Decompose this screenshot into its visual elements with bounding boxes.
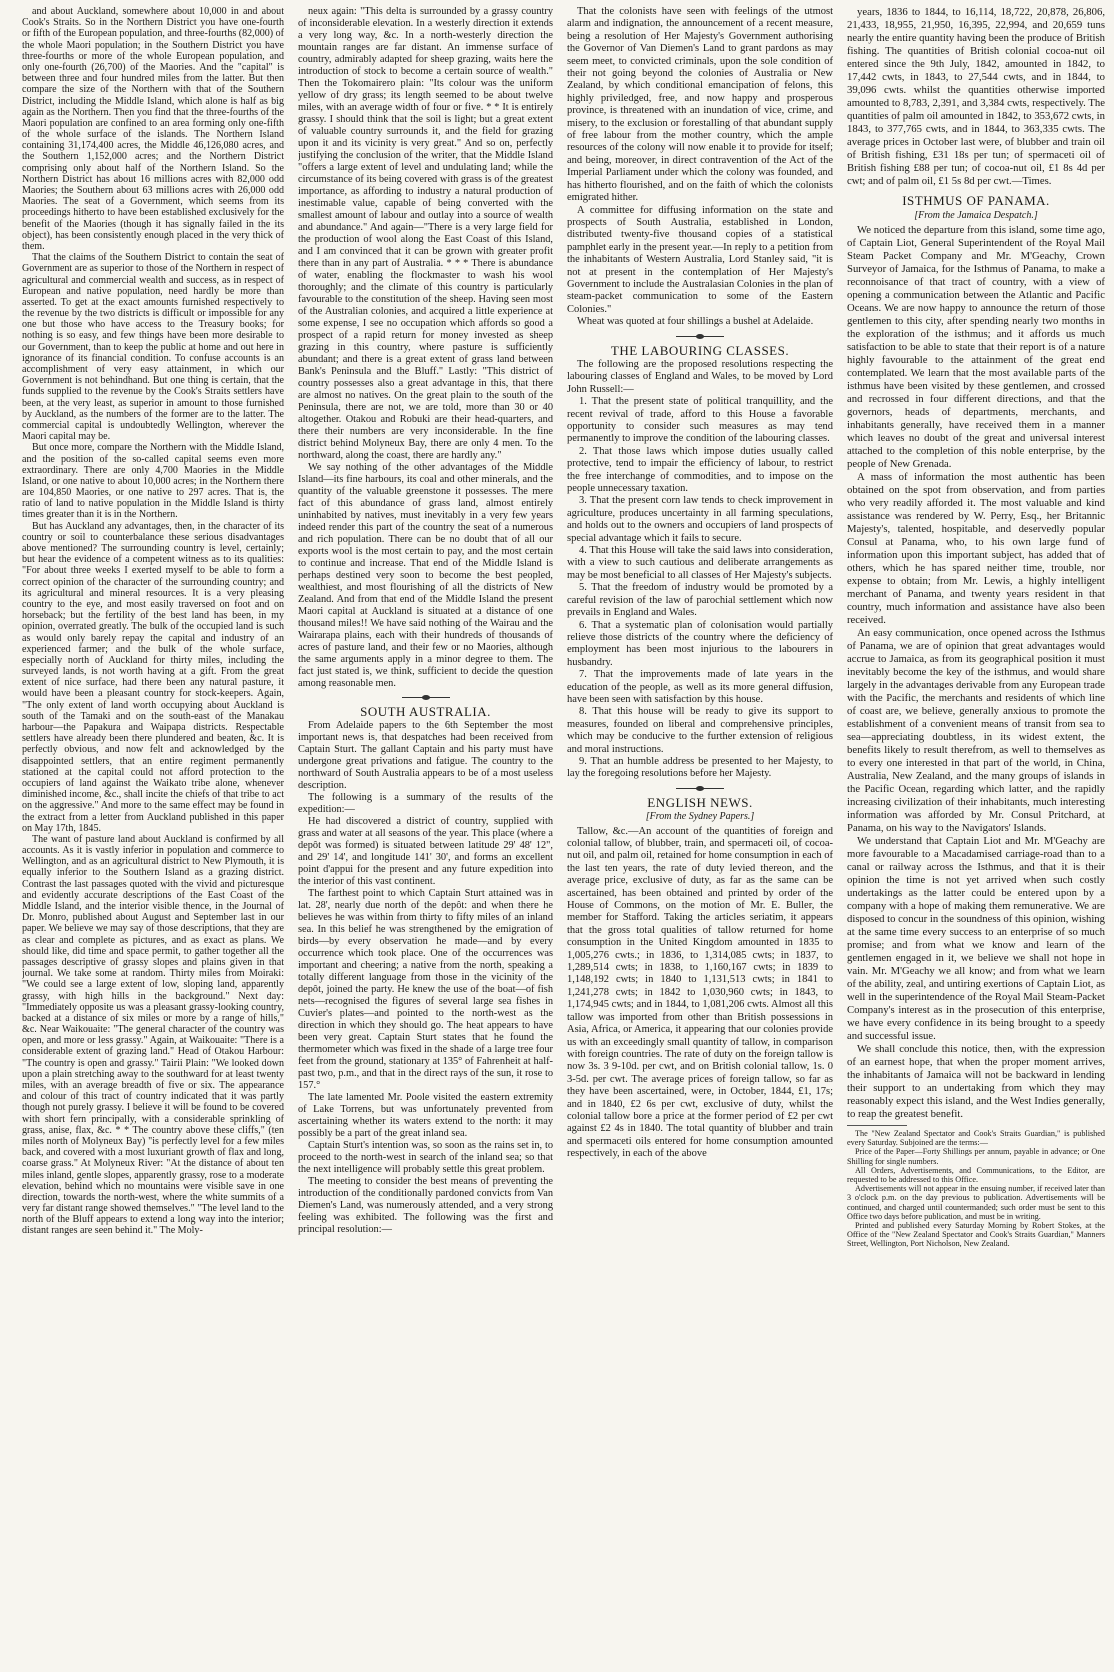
paragraph: The meeting to consider the best means of preventing the introduction of the conditionally pardoned convicts from Van Diemen's Land, was numerously attended, and a very strong feeling was exhibited. The following was the first and principal resolution:— — [298, 1176, 553, 1235]
list-item: 5. That the freedom of industry would be promoted by a careful revision of the law of parochial settlement which now prevails in England and Wales. — [567, 582, 833, 619]
colophon-line: Price of the Paper—Forty Shillings per annum, payable in advance; or One Shilling for single numbers. — [847, 1147, 1105, 1166]
list-item: 1. That the present state of political tranquillity, and the recent revival of trade, afford to this House a favorable opportunity to consider such measures as may tend permanently to improve the condition of the labouring classes. — [567, 396, 833, 445]
paragraph: But once more, compare the Northern with the Middle Island, and the position of the so-called capital seems even more extraordinary. There are only 4,700 Maories in the Middle Island, or one native to about 10,000 acres; in the Northern there are 104,850 Maories, or one native to 297 acres. That is, the ratio of land to native population in the Middle Island is thirty times greater than it is in the Northern. — [22, 442, 284, 521]
paragraph: A committee for diffusing information on the state and prospects of South Australia, established in London, distributed twenty-five thousand copies of a statistical pamphlet early in the present year.—In reply to a petition from the inhabitants of Western Australia, Lord Stanley said, "it is not at present in the contemplation of Her Majesty's Government to include the Australasian Colonies in the plan of steam-packet communication to some of the Eastern Colonies." — [567, 204, 833, 315]
section-divider — [676, 334, 724, 339]
paragraph: neux again: "This delta is surrounded by a grassy country of inconsiderable elevation. In a westerly direction it extends a very long way, &c. In a north-westerly direction the mountain ranges are far distant. An immense surface of country, admirably adapted for sheep grazing, waits here the introduction of stock to become a certain source of wealth." Then the Tokomairero plain: "Its colour was the uniform yellow of dry grass; its length seemed to be about twelve miles, with an average width of four or five. * * It is entirely grassy. I should think that the soil is light; but a great extent of valuable country surrounds it, and the field for grazing upon it and its vicinity is very great." And so on, perfectly justifying the conclusion of the writer, that the Middle Island "offers a large extent of level and undulating land; while the circumstance of its being covered with grass is of the greatest importance, as affording to industry a natural production of inestimable value, capable of being converted with the smallest amount of labour and outlay into a source of wealth and abundance." And again—"There is a very large field for the production of wool along the East Coast of this Island, and I am convinced that it can be grown with greater profit there than in any part of Australia. * * * There is abundance of water, enabling the flockmaster to wash his wool thoroughly; and the climate of this country is particularly favourable to the constitution of the sheep. Having seen most of the Australian colonies, and acquired a little experience at some expense, I see no occupation which affords so good a prospect of a rapid return for money invested as sheep grazing in this country, where pasture is sufficiently abundant; and there is a great extent of grass land between Bank's Peninsula and the Bluff." Lastly: "This district of country possesses also a great advantage in this, that there are almost no natives. On the great plain to the south of the Peninsula, there are not, we are told, more than 30 or 40 altogether. Otakou and Robuki are their head-quarters, and there their numbers are very inconsiderable. In the fine district behind Molyneux Bay, there are only 4 men. To the northward, along the coast, there are hardly any." — [298, 6, 553, 461]
list-item: 3. That the present corn law tends to check improvement in agriculture, produces uncertainty in all farming speculations, and holds out to the owners and occupiers of land prospects of special advantage which it fails to secure. — [567, 495, 833, 544]
paragraph: He had discovered a district of country, supplied with grass and water at all seasons of the year. This place (where a depôt was formed) is situated between latitude 29' 48' 12", and 29' 14', and longitude 141' 30', and forms an excellent point d'appui for the present and any future expedition into the interior of this vast continent. — [298, 816, 553, 887]
section-heading-isthmus-of-panama: ISTHMUS OF PANAMA. — [902, 193, 1050, 208]
paragraph: That the colonists have seen with feelings of the utmost alarm and indignation, the announcement of a recent measure, being a resolution of Her Majesty's Government authorising the Governor of Van Diemen's Land to grant pardons as may seem meet, to convicted criminals, upon the sole condition of their not going beyond the colonies of Australia or New Zealand, by which conditional emancipation of felons, this highly priviledged, free, and now happy and prosperous province, is threatened with an inundation of vice, crime, and misery, to the exclusion or forestalling of that abundant supply of free labour from the mother country, which the ample resources of the colony will now enable it to provide for itself; and being, moreover, in direct contravention of the Act of the Imperial Parliament under which the colony was founded, and has hitherto flourished, and on the faith of which the colonists emigrated hither. — [567, 6, 833, 204]
paragraph: The following are the proposed resolutions respecting the labouring classes of England and Wales, to be moved by Lord John Russell:— — [567, 358, 833, 395]
paragraph: The late lamented Mr. Poole visited the eastern extremity of Lake Torrens, but was unfortunately prevented from ascertaining whether its waters extend to the north: it may possibly be a part of the great inland sea. — [298, 1092, 553, 1139]
paragraph: Tallow, &c.—An account of the quantities of foreign and colonial tallow, of blubber, train, and spermaceti oil, of cocoa-nut oil, and palm oil, retained for home consumption in each of the last ten years, the rate of duty levied thereon, and the average price, exclusive of duty, as far as the same can be ascertained, has been obtained and printed by order of the House of Commons, on the motion of Mr. E. Buller, the member for Stafford. Taking the articles seriatim, it appears that the gross total qualities of tallow returned for home consumption in the United Kingdom amounted in 1835 to 1,005,276 cwts.; in 1836, to 1,314,085 cwts; in 1837, to 1,289,514 cwts; in 1838, to 1,160,167 cwts; in 1839 to 1,148,192 cwts; in 1840 to 1,131,513 cwts; in 1841 to 1,241,278 cwts; in 1842 to 1,030,960 cwts; in 1843, to 1,174,945 cwts; and in 1844, to 1,081,206 cwts. Almost all this tallow was imported from other than British possessions in Asia, Africa, or America, it appearing that our colonies provide us with an exceedingly small quantity of tallow, in comparison with foreign countries. The rate of duty on the foreign tallow is now 3s. 3 9-10d. per cwt, and on British colonial tallow, 1s. 0 3-5d. per cwt. The average prices of foreign tallow, so far as they have been ascertained, were, in October, 1844, £1, 17s; and in 1840, £2 6s per cwt, exclusive of duty, whilst the colonial tallow bore a price at the former period of £2 per cwt against £2 4s in 1840. The total quantity of blubber and train and spermaceti oils entered for home consumption amounted respectively, in each of the above — [567, 825, 833, 1160]
colophon-line: All Orders, Advertisements, and Communications, to the Editor, are requested to be addressed to this Office. — [847, 1165, 1105, 1185]
paragraph: We say nothing of the other advantages of the Middle Island—its fine harbours, its coal and other minerals, and the quantity of the valuable greenstone it possesses. The mere fact of this abundance of grass land, almost entirely uninhabited by natives, must inevitably in a very few years indeed render this part of the country the seat of a numerous and rich population. There can be no doubt that of all our exports wool is the most certain to pay, and the most certain to continue and increase. That end of the Middle Island is perhaps destined very soon to become the best peopled, wealthiest, and most flourishing of all the districts of New Zealand. And from that end of the Middle Island the present Maori capital at Auckland is situated at a distance of one thousand miles!! We have said nothing of the Wairau and the Wairarapa plains, each with their hundreds of thousands of acres of pasture land, and their few or no Maories, although the same arguments apply in a minor degree to them. The fact just stated is, we think, sufficient to decide the question among reasonable men. — [298, 462, 553, 689]
column-2 — [298, 6, 553, 1668]
paragraph: An easy communication, once opened across the Isthmus of Panama, we are of opinion that great advantages would accrue to Jamaica, as from its geographical position it must inevitably become the key of the isthmus, and would share largely in the advantages derivable from any European trade with the Pacific, the merchants and residents of which line of coast are, we believe, generally anxious to promote the establishment of a convenient means of transit from sea to sea—appreciating doubtless, in its widest extent, the benefits likely to result therefrom, as well to themselves as to every one interested in that part of the world, in China, Australia, New Zealand, and the many groups of islands in the Pacific Ocean, regarding which latter, and the rapidly increasing civilization of their inhabitants, much interesting information was afforded by Mr. Consul Pritchard, at Panama, on his way to the Navigators' Islands. — [847, 627, 1105, 834]
paragraph: We understand that Captain Liot and Mr. M'Geachy are more favourable to a Macadamised carriage-road than to a canal or railway across the Isthmus, and that it is their opinion the time is not yet arrived when such costly undertakings as the latter could be entered upon by a company with a hope of making them remunerative. We are disposed to concur in the soundness of this opinion, wishing at the same time every success to an enterprise of so much promise; and from what we know and learn of the gentlemen engaged in it, we believe we shall not hope in vain. Mr. M'Geachy we all know; and from what we learn of the ability, zeal, and untiring exertions of Captain Liot, as well in the superintendence of the Royal Mail Steam-Packet Company's interest as in the prosecution of this enterprise, we have every confidence in its being brought to a speedy and successful issue. — [847, 835, 1105, 1042]
column-4 — [847, 6, 1105, 1668]
paragraph: Wheat was quoted at four shillings a bushel at Adelaide. — [577, 316, 814, 328]
paragraph: The farthest point to which Captain Sturt attained was in lat. 28', nearly due north of the depôt: and when there he believes he was within from thirty to fifty miles of an inland sea. In this belief he was strengthened by the emigration of birds—by every observation he made—and by every occurrence which took place. One of the occurrences was important and cheering; a native from the north, speaking a totally different language from those in the vicinity of the depôt, joined the party. He knew the use of the boat—of fish nets—recognised the figures of several large sea fishes in Cuvier's plates—and pointed to the north-west as the direction in which they should go. The heat appears to have been very great. Captain Sturt states that he found the thermometer which was fixed in the shade of a large tree four feet from the ground, stationary at 135° of Fahrenheit at half-past two, p.m., and that in the direct rays of the sun, it rose to 157.° — [298, 888, 553, 1091]
list-item: 6. That a systematic plan of colonisation would partially relieve those districts of the country where the deficiency of employment has been most injurious to the labourers in husbandry. — [567, 619, 833, 668]
column-3 — [567, 6, 833, 1668]
publication-colophon — [847, 1129, 1105, 1249]
section-heading-labouring-classes: THE LABOURING CLASSES. — [610, 342, 790, 358]
list-item: 2. That those laws which impose duties usually called protective, tend to impair the efficiency of labour, to restrict the free interchange of commodities, and to impose on the people unnecessary taxation. — [567, 445, 833, 495]
paragraph: We noticed the departure from this island, some time ago, of Captain Liot, General Superintendent of the Royal Mail Steam Packet Company and Mr. M'Geachy, Crown Surveyor of Jamaica, for the Isthmus of Panama, to make a reconnoisance of that tract of country, with a view of opening a communication between the Atlantic and Pacific Oceans. We are now happy to announce the return of those gentlemen to this city, after spending nearly two months in the exploration of the isthmus; and it affords us much satisfaction to be able to state that their report is of a nature highly favourable to the attainment of the great end contemplated. We learn that the most available parts of the isthmus have been visited by these gentlemen, and crossed and recrossed in four different directions, and that the governors, heads of departments, merchants, and inhabitants generally, have received them in a manner which leaves no doubt of the great and universal interest attached to the completion of this noble enterprise, by the people of New Grenada. — [847, 224, 1105, 470]
paragraph: A mass of information the most authentic has been obtained on the spot from observation, and from parties who very readily afforded it. The most valuable and kind assistance was rendered by W. Perry, Esq., her Britannic Majesty's, talented, hospitable, and deservedly popular Consul at Panama, who, to his own large fund of information upon this important subject, has added that of others, which he has spared neither time, trouble, nor expense to obtain; from Mr. Lewis, a highly intelligent merchant of Panama, and twenty years resident in that country, much information and assistance have also been received. — [847, 471, 1105, 626]
colophon-line: Printed and published every Saturday Morning by Robert Stokes, at the Office of the "New Zealand Spectator and Cook's Straits Guardian," Manners Street, Wellington, Port Nicholson, New Zealand. — [847, 1221, 1105, 1249]
list-item: 8. That this house will be ready to give its support to measures, founded on liberal and comprehensive principles, which may be conducive to the further extension of religious and moral instructions. — [567, 706, 833, 755]
paragraph: That the claims of the Southern District to contain the seat of Government are as superior to those of the Northern in respect of agricultural and commercial wealth and success, as in respect of European and native population, need hardly be more than asserted. To get at the exact amounts furnished respectively to the revenue by the two districts is difficult or impossible for any one but those who have access to the Treasury books; for nothing is so easy, and few things have been more desirable to our Government, than to keep the public at home and out here in ignorance of its financial condition. To confuse accounts is an accomplishment of very easy attainment, in which our Government is not behindhand. But one thing is certain, that the funds supplied to the revenue by the Cook's Straits settlers have been, at the very least, as superior in amount to those furnished by Auckland, as the numbers of the former are to the latter. The commercial capital is undoubtedly Wellington, wherever the Maori capital may be. — [22, 252, 284, 443]
paragraph: years, 1836 to 1844, to 16,114, 18,722, 20,878, 26,806, 21,433, 18,955, 21,950, 16,395, 22,994, and 20,659 tuns nearly the entire quantity having been the produce of British fishing. The quantities of British colonial cocoa-nut oil entered since the 9th July, 1842, amounted in 1842, to 17,442 cwts, in 1843, to 27,544 cwts, and in 1844, to 39,096 cwts. whilst the quantities otherwise imported amounted to 8,783, 2,391, and 3,384 cwts, respectively. The quantities of palm oil amounted in 1842, to 353,672 cwts, in 1843, to 377,765 cwts, and in 1844, to 363,335 cwts. The average prices in October last were, of blubber and train oil of British fishing, £31 18s per tun; of spermaceti oil of British fishing £88 per tun; of cocoa-nut oil, £1 8s 4d per cwt; and of palm oil, £1 5s 8d per cwt.—Times. — [847, 6, 1105, 187]
section-divider — [676, 786, 724, 791]
column-1 — [22, 6, 284, 1668]
paragraph: The following is a summary of the results of the expedition:— — [298, 792, 553, 815]
paragraph: Captain Sturt's intention was, so soon as the rains set in, to proceed to the north-west in search of the inland sea; so that the next intelligence will probably settle this great problem. — [298, 1140, 553, 1175]
source-credit: [From the Jamaica Despatch.] — [914, 210, 1038, 221]
paragraph: We shall conclude this notice, then, with the expression of an earnest hope, that when the proper moment arrives, the inhabitants of Jamaica will not be backward in lending their support to an undertaking from which they may reasonably expect this island, and the West Indies generally, to reap the greatest benefit. — [847, 1043, 1105, 1120]
colophon-divider — [847, 1125, 907, 1126]
colophon-line: The "New Zealand Spectator and Cook's Straits Guardian," is published every Saturday. Subjoined are the terms:— — [847, 1129, 1105, 1148]
paragraph: But has Auckland any advantages, then, in the character of its country or soil to counterbalance these serious disadvantages above mentioned? The surrounding country is level, certainly; but hear the evidence of a competent witness as to its qualities: "For about three weeks I exerted myself to be able to form a correct opinion of the character of the surrounding country; and its agricultural and mineral resources. It is a very pleasing country to the eye, and most easily traversed on foot and on horseback; but the fertility of the best land has been, in my opinion, overrated greatly. The bulk of the occupied land is such as would only barely repay the capital and industry of an experienced farmer; and the bulk of the whole surface, especially north of Auckland for thirty miles, including the surveyed lands, is not worth having at a gift. From the great extent of nice surface, had there been any natural pasture, it would have been a pleasant country for stock-keepers. Again, "The only extent of land worth occupying about Auckland is south of the Tamaki and on the south-east of the Manakau harbour—the Papakura and Waipapa districts. Respectable settlers have already been there plundered and beaten, &c. It is perfectly obvious, and now felt and acknowledged by the disappointed settlers, that an entire regiment permanently stationed at the capital could not afford protection to the occupiers of land against the Waikato tribe alone, whenever diminished income, &c., shall incite the chiefs of that tribe to act on the aggressive." And more to the same effect may be found in the extract from a letter from Auckland published in this paper on May 17th, 1845. — [22, 520, 284, 834]
section-heading-english-news: ENGLISH NEWS. — [647, 794, 753, 810]
list-item: 4. That this House will take the said laws into consideration, with a view to such cautious and deliberate arrangements as may be most beneficial to all classes of Her Majesty's subjects. — [567, 545, 833, 581]
section-divider — [402, 695, 450, 700]
section-heading-south-australia: SOUTH AUSTRALIA. — [360, 704, 491, 719]
source-credit: [From the Sydney Papers.] — [645, 811, 755, 823]
paragraph: The want of pasture land about Auckland is confirmed by all accounts. As it is vastly inferior in population and commerce to Wellington, and as an agricultural district to New Plymouth, it is equally inferior to the Southern Island as a grazing district. Contrast the last passages quoted with the vivid and picturesque and evidently accurate descriptions of the East Coast of the Middle Island, and the interior visible thence, in the Journal of Dr. Monro, published about August and September last in our paper. We believe we may say of those descriptions, that they are as clear and complete as pictures, and as exact as plans. We should like, did time and space permit, to gather together all the passages descriptive of grassy slopes and plains given in that journal. We take some at random. Thirty miles from Moiraki: "We could see a large extent of low, sloping land, apparently grassy, with high hills in the background." Next day: "Immediately opposite us was a pleasant grassy-looking country, backed at a distance of six miles or more by a range of hills," &c. Near Waikouaite: "The general character of the country was open, and more or less grassy." Again, at Waikouaite: "There is a considerable extent of grazing land." Head of Otakou Harbour: "The country is open and grassy." Tairii Plain: "We looked down upon a plain stretching away to the southward for at least twenty miles, with an average breadth of five or six. The appearance and colour of this tract of country indicated that it was partly though not purely grassy. I believe it will be found to be covered with short fern principally, with a considerable sprinkling of grass, anise, flax, &c. * * The country above these cliffs," (ten miles north of Molyneux Bay) "is perfectly level for a few miles back, and covered with a most luxuriant growth of flax and long, coarse grass." At Molyneux River: "At the distance of about ten miles inland, gentle slopes, apparently grassy, rose to a moderate elevation, behind which no mountains were visible save in one direction, towards the north-west, where the white summits of a very far distant range showed themselves." "The level land to the north of the Bluff appears to extend a long way into the interior; distant ranges are seen behind it." The Moly- — [22, 833, 284, 1237]
list-item: 9. That an humble address be presented to her Majesty, to lay the foregoing resolutions before her Majesty. — [567, 755, 833, 780]
paragraph: From Adelaide papers to the 6th September the most important news is, that despatches had been received from Captain Sturt. The gallant Captain and his party must have undergone great privations and fatigue. The country to the northward of South Australia appears to be of a most useless description. — [298, 720, 553, 791]
resolution-list — [567, 396, 833, 781]
paragraph: and about Auckland, somewhere about 10,000 in and about Cook's Straits. So in the Northern District you have one-fourth or fifth of the European population, and three-fourths (82,000) of the whole Maori population; in the Southern District you have three-fourths or more of the whole European population, and only one-fourth (26,700) of the Maories. And the "capital" is between three and four hundred miles from the latter. But then compare the size of the Northern with that of the Southern District, including the Middle Island, which alone is half as big again as the Northern. Then you find that the three-fourths of the Maori population are confined to an area forming only one-fifth of the whole surface of the islands. The Northern Island containing 31,174,400 acres, the Middle 46,126,080 acres, and the Southern 1,152,000 acres; and the Northern District comprising only about half of the Northern Island. So the Northern District has about 16 millions acres with 82,000 odd Maories; the Southern about 63 millions acres with 26,000 odd Maories. The seat of a Government, which seems from its proceedings hitherto to have been established exclusively for the benefit of the Maories (though it has signally failed in the its object), has been consistently enough placed in the very thick of them. — [22, 6, 284, 252]
colophon-line: Advertisements will not appear in the ensuing number, if received later than 3 o'clock p.m. on the day previous to publication. Advertisements will be continued, and charged until countermanded; such order must be sent to this Office two days before publication, and must be in writing. — [847, 1184, 1105, 1221]
list-item: 7. That the improvements made of late years in the education of the people, as well as its more general diffusion, have been seen with satisfaction by this house. — [567, 669, 833, 705]
